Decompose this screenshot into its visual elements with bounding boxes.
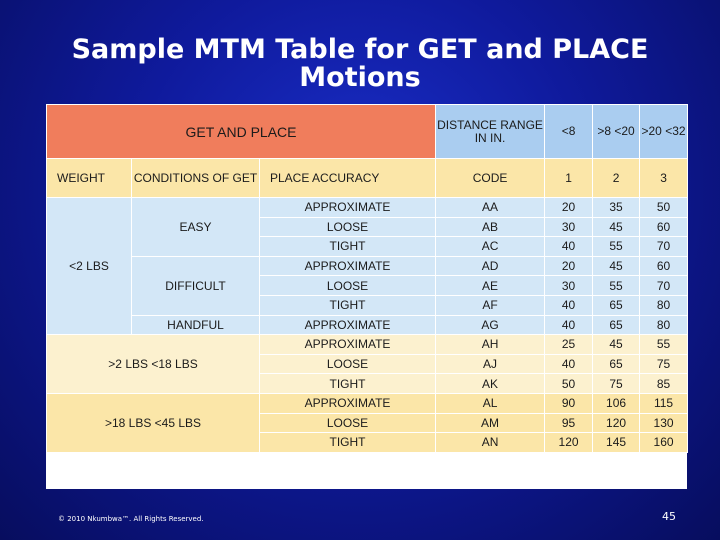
header-weight: WEIGHT — [47, 159, 132, 198]
value-cell-3: 130 — [640, 413, 688, 433]
slide-title-line-2: Motions — [299, 62, 421, 93]
code-cell: AM — [436, 413, 545, 433]
value-cell-1: 40 — [545, 354, 593, 374]
value-cell-2: 55 — [593, 237, 640, 257]
value-cell-3: 60 — [640, 256, 688, 276]
slide-title — [0, 36, 720, 92]
value-cell-1: 30 — [545, 276, 593, 296]
header-col-3: 3 — [640, 159, 688, 198]
place-accuracy-cell: LOOSE — [260, 354, 436, 374]
value-cell-1: 20 — [545, 256, 593, 276]
value-cell-2: 45 — [593, 335, 640, 355]
value-cell-2: 45 — [593, 217, 640, 237]
value-cell-3: 70 — [640, 276, 688, 296]
condition-handful: HANDFUL — [132, 315, 260, 335]
header-get-and-place: GET AND PLACE — [47, 105, 436, 159]
header-distance-range: DISTANCE RANGE IN IN. — [436, 105, 545, 159]
value-cell-3: 115 — [640, 393, 688, 413]
value-cell-1: 30 — [545, 217, 593, 237]
mtm-table-panel — [46, 104, 687, 489]
code-cell: AK — [436, 374, 545, 394]
code-cell: AD — [436, 256, 545, 276]
value-cell-3: 60 — [640, 217, 688, 237]
value-cell-2: 65 — [593, 354, 640, 374]
value-cell-2: 65 — [593, 295, 640, 315]
weight-group-1: <2 LBS — [47, 198, 132, 335]
footer-copyright: © 2010 Nkumbwa™. All Rights Reserved. — [58, 515, 204, 523]
header-range-1: <8 — [545, 105, 593, 159]
header-col-1: 1 — [545, 159, 593, 198]
code-cell: AF — [436, 295, 545, 315]
header-range-3: >20 <32 — [640, 105, 688, 159]
value-cell-1: 120 — [545, 433, 593, 453]
value-cell-3: 160 — [640, 433, 688, 453]
place-accuracy-cell: APPROXIMATE — [260, 315, 436, 335]
value-cell-1: 90 — [545, 393, 593, 413]
code-cell: AC — [436, 237, 545, 257]
code-cell: AA — [436, 198, 545, 218]
code-cell: AE — [436, 276, 545, 296]
place-accuracy-cell: LOOSE — [260, 217, 436, 237]
place-accuracy-cell: TIGHT — [260, 237, 436, 257]
place-accuracy-cell: APPROXIMATE — [260, 393, 436, 413]
place-accuracy-cell: APPROXIMATE — [260, 335, 436, 355]
value-cell-2: 45 — [593, 256, 640, 276]
value-cell-3: 50 — [640, 198, 688, 218]
value-cell-3: 85 — [640, 374, 688, 394]
condition-easy: EASY — [132, 198, 260, 257]
code-cell: AJ — [436, 354, 545, 374]
place-accuracy-cell: TIGHT — [260, 433, 436, 453]
value-cell-2: 145 — [593, 433, 640, 453]
table-row — [47, 335, 688, 355]
value-cell-2: 75 — [593, 374, 640, 394]
header-place-accuracy: PLACE ACCURACY — [260, 159, 436, 198]
header-col-2: 2 — [593, 159, 640, 198]
code-cell: AL — [436, 393, 545, 413]
value-cell-2: 106 — [593, 393, 640, 413]
value-cell-3: 80 — [640, 315, 688, 335]
code-cell: AG — [436, 315, 545, 335]
weight-group-3: >18 LBS <45 LBS — [47, 393, 260, 452]
place-accuracy-cell: TIGHT — [260, 295, 436, 315]
value-cell-1: 40 — [545, 237, 593, 257]
place-accuracy-cell: LOOSE — [260, 413, 436, 433]
value-cell-1: 20 — [545, 198, 593, 218]
weight-group-2: >2 LBS <18 LBS — [47, 335, 260, 394]
value-cell-2: 120 — [593, 413, 640, 433]
place-accuracy-cell: APPROXIMATE — [260, 256, 436, 276]
page-number: 45 — [662, 510, 676, 523]
place-accuracy-cell: APPROXIMATE — [260, 198, 436, 218]
code-cell: AN — [436, 433, 545, 453]
table-row — [47, 256, 688, 276]
value-cell-1: 95 — [545, 413, 593, 433]
value-cell-2: 65 — [593, 315, 640, 335]
value-cell-1: 40 — [545, 295, 593, 315]
place-accuracy-cell: LOOSE — [260, 276, 436, 296]
table-row — [47, 393, 688, 413]
mtm-table — [46, 104, 688, 453]
value-cell-1: 25 — [545, 335, 593, 355]
header-conditions-of-get: CONDITIONS OF GET — [132, 159, 260, 198]
value-cell-2: 55 — [593, 276, 640, 296]
code-cell: AB — [436, 217, 545, 237]
table-row — [47, 198, 688, 218]
value-cell-3: 70 — [640, 237, 688, 257]
value-cell-3: 80 — [640, 295, 688, 315]
table-row — [47, 315, 688, 335]
value-cell-3: 75 — [640, 354, 688, 374]
value-cell-1: 40 — [545, 315, 593, 335]
slide-title-line-1: Sample MTM Table for GET and PLACE — [71, 34, 649, 65]
header-code: CODE — [436, 159, 545, 198]
value-cell-2: 35 — [593, 198, 640, 218]
value-cell-3: 55 — [640, 335, 688, 355]
place-accuracy-cell: TIGHT — [260, 374, 436, 394]
code-cell: AH — [436, 335, 545, 355]
header-range-2: >8 <20 — [593, 105, 640, 159]
condition-difficult: DIFFICULT — [132, 256, 260, 315]
value-cell-1: 50 — [545, 374, 593, 394]
